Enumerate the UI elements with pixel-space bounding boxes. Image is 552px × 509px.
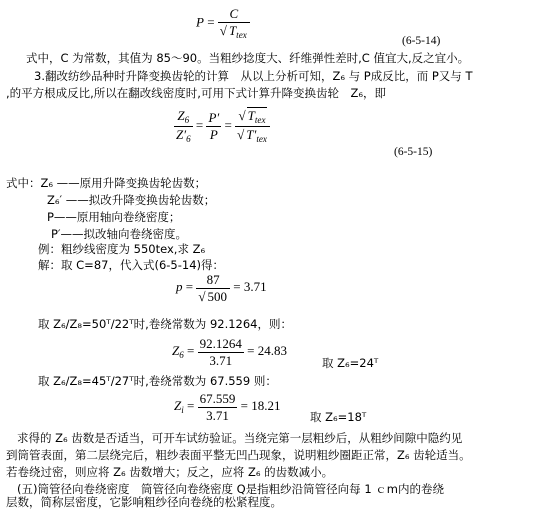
equation-p-calc	[176, 272, 267, 304]
eq4-denominator: 3.71	[209, 352, 233, 368]
eq2-equals-2: =	[224, 117, 232, 133]
paragraph-radial-density-line2: 层数，简称层密度，它影响粗纱径向卷绕的松紧程度。	[6, 495, 282, 509]
equation-6-5-15	[174, 108, 270, 145]
eq5-lhs-sub: i	[181, 405, 184, 416]
eq2-sqrt-tp: √ $T'_{tex}$	[237, 127, 267, 145]
solution-intro: 解：取 C=87，代入式(6-5-14)得：	[38, 258, 224, 272]
eq1-denominator: √ $T_{tex}$	[219, 22, 247, 40]
eq2-fraction-p	[206, 110, 221, 142]
eq4-lhs-sub: 6	[179, 350, 184, 361]
paragraph-verify-line3: 若卷绕过密，则应将 Z₆ 齿数增大；反之，应将 Z₆ 的齿数减小。	[6, 465, 334, 479]
equation-zi-calc	[174, 391, 280, 423]
case2-statement: 取 Z₆/Z₈=45ᵀ/27ᵀ时,卷绕常数为 67.559 则：	[38, 374, 277, 388]
eq2-z6p	[174, 127, 193, 145]
eq2-tp-base: T′	[246, 127, 257, 143]
eq5-fraction	[198, 391, 238, 423]
eq3-lhs: p	[176, 279, 183, 295]
eq2-z6p-base: Z′	[176, 127, 187, 143]
eq2-z6p-sub: 6	[186, 134, 191, 145]
eq3-result: = 3.71	[233, 279, 267, 295]
eq1-numerator: C	[218, 6, 250, 23]
eq5-lhs-base: Z	[174, 398, 182, 414]
eq2-fraction-z	[174, 108, 193, 145]
paragraph-verify-line2: 到筒管表面，第二层绕完后，粗纱表面平整无凹凸现象，说明粗纱圈距正常，Z₆ 齿轮适当。	[6, 448, 471, 462]
eq2-sqrt-t: √ $T_{tex}$	[235, 108, 270, 127]
paragraph-constant-c: 式中，C 为常数，其值为 85～90。当粗纱捻度大、纤维弹性差时,C 值宜大,反之宜小。	[26, 51, 470, 65]
legend-z6-prime: Z₆′ ——拟改升降变换齿轮齿数；	[47, 193, 216, 207]
eq1-lhs: P	[196, 14, 204, 30]
equation-number-6-5-15: (6-5-15)	[394, 146, 433, 158]
eq5-result: = 18.21	[240, 398, 281, 414]
eq3-numerator: 87	[196, 272, 230, 289]
paragraph-gear-calc-line2: ,的平方根成反比,所以在翻改线密度时,可用下式计算升降变换齿轮 Z₆，即	[6, 86, 386, 100]
example-statement: 例：粗纱线密度为 550tex,求 Z₆	[38, 242, 206, 256]
paragraph-gear-calc-line1: 3.翻改纺纱品种时升降变换齿轮的计算 从以上分析可知，Z₆ 与 P成反比，而 P又与 T	[34, 69, 473, 83]
legend-z6: 式中：Z₆ ——原用升降变换齿轮齿数；	[6, 176, 207, 190]
eq1-fraction	[218, 6, 250, 41]
eq2-equals-1: =	[195, 117, 204, 133]
eq2-tp-sub: tex	[256, 134, 267, 145]
eq4-equals: =	[187, 343, 195, 359]
eq5-equals: =	[187, 398, 195, 414]
case2-take-value: 取 Z₆=18ᵀ	[310, 410, 367, 424]
eq2-t-sub: tex	[254, 115, 266, 126]
eq4-lhs	[172, 343, 184, 361]
eq4-result: = 24.83	[247, 343, 287, 359]
equation-number-6-5-14: (6-5-14)	[402, 35, 441, 47]
eq1-den-base: T	[228, 22, 237, 38]
eq4-lhs-base: Z	[172, 343, 180, 359]
legend-p: P——原用轴向卷绕密度；	[47, 210, 181, 224]
eq3-den-value: 500	[207, 288, 227, 304]
case1-take-value: 取 Z₆=24ᵀ	[322, 356, 379, 370]
eq2-pp: P′	[208, 110, 220, 126]
eq2-z6-base: Z	[177, 108, 185, 123]
eq3-fraction	[196, 272, 230, 304]
paragraph-radial-density-line1: (五)筒管径向卷绕密度 筒管径向卷绕密度 Q是指粗纱沿筒管径向每 1 ｃm内的卷绕	[17, 482, 445, 496]
paragraph-verify-line1: 求得的 Z₆ 齿数是否适当，可开车试纺验证。当绕完第一层粗纱后，从粗纱间隙中隐约见	[17, 431, 463, 445]
eq3-denominator: √ 500	[198, 288, 227, 304]
eq2-z6-sub: 6	[184, 115, 190, 126]
eq1-equals: =	[207, 14, 215, 30]
eq5-denominator: 3.71	[206, 407, 229, 423]
eq2-z6	[174, 108, 193, 127]
eq5-numerator: 67.559	[199, 391, 236, 406]
legend-p-prime: P′——拟改轴向卷绕密度。	[51, 227, 188, 241]
eq5-lhs	[174, 398, 184, 416]
equation-z6-calc	[172, 336, 287, 368]
eq2-fraction-t	[235, 108, 270, 145]
eq2-p: P	[209, 127, 218, 143]
equation-6-5-14	[196, 6, 250, 41]
eq3-equals: =	[185, 279, 194, 295]
eq4-numerator: 92.1264	[199, 336, 242, 351]
eq2-t-base: T	[247, 108, 255, 123]
eq1-den-sub: tex	[236, 29, 247, 40]
eq4-fraction	[198, 336, 244, 368]
case1-statement: 取 Z₆/Z₈=50ᵀ/22ᵀ时,卷绕常数为 92.1264，则：	[38, 317, 292, 331]
